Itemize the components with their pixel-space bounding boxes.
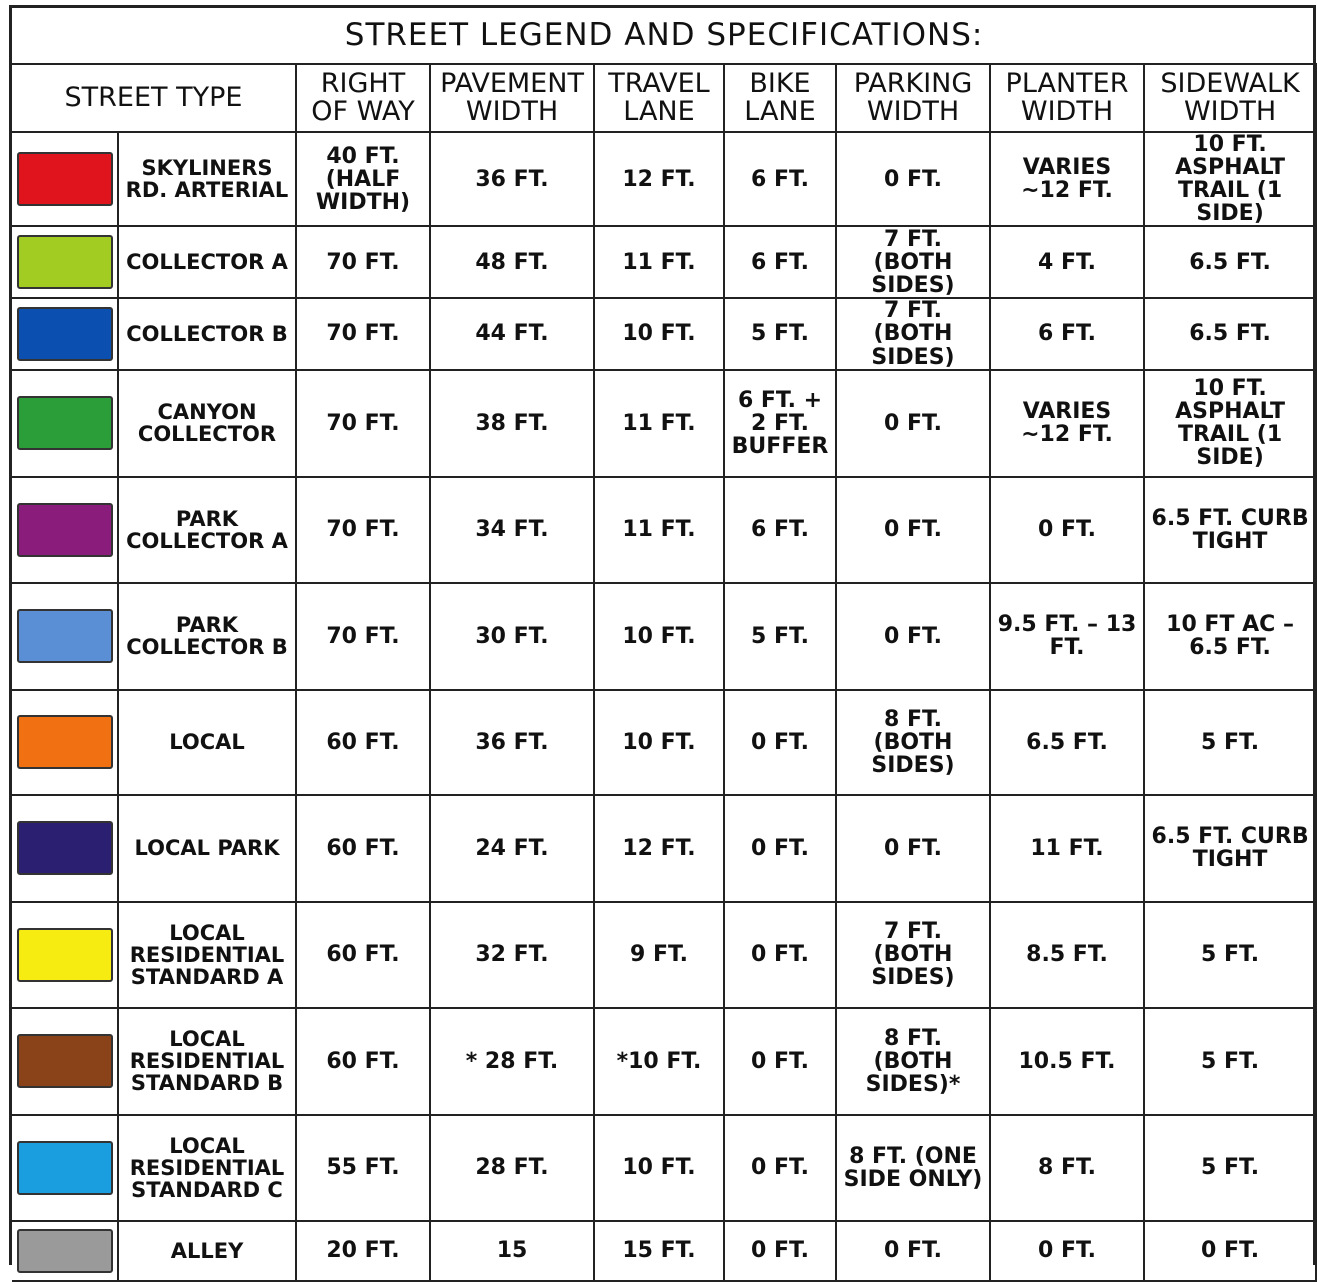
right-of-way-cell: 70 FT. — [296, 298, 430, 369]
bike-lane-cell: 0 FT. — [724, 690, 836, 795]
color-swatch-cell — [12, 226, 118, 298]
planter-width-cell: 6.5 FT. — [990, 690, 1144, 795]
travel-lane-cell: 10 FT. — [594, 690, 724, 795]
pavement-width-cell: 36 FT. — [430, 132, 594, 226]
header-right-of-way: RIGHT OF WAY — [296, 64, 430, 132]
color-swatch — [17, 715, 113, 769]
parking-width-cell: 0 FT. — [836, 477, 990, 583]
table-row — [12, 583, 1316, 690]
parking-width-cell: 0 FT. — [836, 370, 990, 477]
color-swatch — [17, 396, 113, 450]
sidewalk-width-cell: 5 FT. — [1144, 1008, 1316, 1115]
table-row — [12, 902, 1316, 1008]
parking-width-cell: 7 FT. (BOTH SIDES) — [836, 902, 990, 1008]
street-type-cell: SKYLINERS RD. ARTERIAL — [118, 132, 296, 226]
pavement-width-cell: 15 — [430, 1221, 594, 1281]
street-type-cell: LOCAL — [118, 690, 296, 795]
right-of-way-cell: 20 FT. — [296, 1221, 430, 1281]
street-type-cell: LOCAL RESIDENTIAL STANDARD A — [118, 902, 296, 1008]
street-type-cell: LOCAL RESIDENTIAL STANDARD B — [118, 1008, 296, 1115]
sidewalk-width-cell: 6.5 FT. CURB TIGHT — [1144, 477, 1316, 583]
planter-width-cell: 8 FT. — [990, 1115, 1144, 1221]
travel-lane-cell: 11 FT. — [594, 370, 724, 477]
bike-lane-cell: 0 FT. — [724, 902, 836, 1008]
sidewalk-width-cell: 10 FT. ASPHALT TRAIL (1 SIDE) — [1144, 370, 1316, 477]
street-type-cell: LOCAL PARK — [118, 795, 296, 902]
table-row — [12, 370, 1316, 477]
color-swatch — [17, 152, 113, 206]
color-swatch — [17, 609, 113, 663]
sidewalk-width-cell: 6.5 FT. — [1144, 298, 1316, 369]
right-of-way-cell: 70 FT. — [296, 583, 430, 690]
color-swatch-cell — [12, 1221, 118, 1281]
table-row — [12, 132, 1316, 226]
planter-width-cell: 11 FT. — [990, 795, 1144, 902]
pavement-width-cell: 34 FT. — [430, 477, 594, 583]
table-row — [12, 795, 1316, 902]
bike-lane-cell: 5 FT. — [724, 298, 836, 369]
bike-lane-cell: 0 FT. — [724, 1008, 836, 1115]
street-type-cell: LOCAL RESIDENTIAL STANDARD C — [118, 1115, 296, 1221]
travel-lane-cell: 9 FT. — [594, 902, 724, 1008]
pavement-width-cell: * 28 FT. — [430, 1008, 594, 1115]
color-swatch — [17, 928, 113, 982]
travel-lane-cell: 12 FT. — [594, 132, 724, 226]
color-swatch-cell — [12, 902, 118, 1008]
street-legend-sheet — [9, 5, 1316, 1265]
sidewalk-width-cell: 5 FT. — [1144, 690, 1316, 795]
travel-lane-cell: 15 FT. — [594, 1221, 724, 1281]
color-swatch-cell — [12, 370, 118, 477]
planter-width-cell: 0 FT. — [990, 477, 1144, 583]
planter-width-cell: 6 FT. — [990, 298, 1144, 369]
color-swatch — [17, 821, 113, 875]
bike-lane-cell: 6 FT. — [724, 226, 836, 298]
planter-width-cell: 8.5 FT. — [990, 902, 1144, 1008]
right-of-way-cell: 70 FT. — [296, 477, 430, 583]
pavement-width-cell: 32 FT. — [430, 902, 594, 1008]
parking-width-cell: 0 FT. — [836, 583, 990, 690]
street-type-cell: COLLECTOR A — [118, 226, 296, 298]
bike-lane-cell: 6 FT. + 2 FT. BUFFER — [724, 370, 836, 477]
travel-lane-cell: 11 FT. — [594, 226, 724, 298]
parking-width-cell: 8 FT. (BOTH SIDES)* — [836, 1008, 990, 1115]
parking-width-cell: 8 FT. (ONE SIDE ONLY) — [836, 1115, 990, 1221]
right-of-way-cell: 60 FT. — [296, 795, 430, 902]
sidewalk-width-cell: 5 FT. — [1144, 902, 1316, 1008]
header-pavement-width: PAVEMENT WIDTH — [430, 64, 594, 132]
pavement-width-cell: 24 FT. — [430, 795, 594, 902]
street-type-cell: COLLECTOR B — [118, 298, 296, 369]
travel-lane-cell: *10 FT. — [594, 1008, 724, 1115]
planter-width-cell: 10.5 FT. — [990, 1008, 1144, 1115]
color-swatch-cell — [12, 1115, 118, 1221]
sidewalk-width-cell: 10 FT. ASPHALT TRAIL (1 SIDE) — [1144, 132, 1316, 226]
sidewalk-width-cell: 10 FT AC – 6.5 FT. — [1144, 583, 1316, 690]
header-sidewalk-width: SIDEWALK WIDTH — [1144, 64, 1316, 132]
color-swatch — [17, 307, 113, 361]
table-body — [12, 132, 1316, 1281]
pavement-width-cell: 36 FT. — [430, 690, 594, 795]
bike-lane-cell: 0 FT. — [724, 1115, 836, 1221]
table-row — [12, 1115, 1316, 1221]
bike-lane-cell: 0 FT. — [724, 795, 836, 902]
parking-width-cell: 0 FT. — [836, 132, 990, 226]
color-swatch-cell — [12, 298, 118, 369]
table-row — [12, 690, 1316, 795]
header-bike-lane: BIKE LANE — [724, 64, 836, 132]
parking-width-cell: 7 FT. (BOTH SIDES) — [836, 226, 990, 298]
table-title: STREET LEGEND AND SPECIFICATIONS: — [12, 8, 1316, 64]
right-of-way-cell: 60 FT. — [296, 690, 430, 795]
street-type-cell: ALLEY — [118, 1221, 296, 1281]
parking-width-cell: 0 FT. — [836, 1221, 990, 1281]
sidewalk-width-cell: 6.5 FT. CURB TIGHT — [1144, 795, 1316, 902]
color-swatch — [17, 1141, 113, 1195]
color-swatch-cell — [12, 1008, 118, 1115]
bike-lane-cell: 0 FT. — [724, 1221, 836, 1281]
color-swatch — [17, 1229, 113, 1273]
pavement-width-cell: 48 FT. — [430, 226, 594, 298]
planter-width-cell: VARIES ~12 FT. — [990, 370, 1144, 477]
header-street-type: STREET TYPE — [12, 64, 296, 132]
planter-width-cell: VARIES ~12 FT. — [990, 132, 1144, 226]
header-planter-width: PLANTER WIDTH — [990, 64, 1144, 132]
travel-lane-cell: 10 FT. — [594, 583, 724, 690]
parking-width-cell: 7 FT. (BOTH SIDES) — [836, 298, 990, 369]
street-type-cell: CANYON COLLECTOR — [118, 370, 296, 477]
bike-lane-cell: 5 FT. — [724, 583, 836, 690]
color-swatch-cell — [12, 690, 118, 795]
sidewalk-width-cell: 0 FT. — [1144, 1221, 1316, 1281]
table-row — [12, 298, 1316, 369]
parking-width-cell: 0 FT. — [836, 795, 990, 902]
color-swatch-cell — [12, 795, 118, 902]
travel-lane-cell: 10 FT. — [594, 298, 724, 369]
planter-width-cell: 0 FT. — [990, 1221, 1144, 1281]
planter-width-cell: 9.5 FT. – 13 FT. — [990, 583, 1144, 690]
table-row — [12, 226, 1316, 298]
right-of-way-cell: 55 FT. — [296, 1115, 430, 1221]
travel-lane-cell: 11 FT. — [594, 477, 724, 583]
pavement-width-cell: 38 FT. — [430, 370, 594, 477]
color-swatch — [17, 235, 113, 289]
travel-lane-cell: 10 FT. — [594, 1115, 724, 1221]
table-row — [12, 1221, 1316, 1281]
planter-width-cell: 4 FT. — [990, 226, 1144, 298]
color-swatch — [17, 503, 113, 557]
header-parking-width: PARKING WIDTH — [836, 64, 990, 132]
color-swatch-cell — [12, 477, 118, 583]
right-of-way-cell: 70 FT. — [296, 226, 430, 298]
right-of-way-cell: 70 FT. — [296, 370, 430, 477]
pavement-width-cell: 44 FT. — [430, 298, 594, 369]
right-of-way-cell: 40 FT. (HALF WIDTH) — [296, 132, 430, 226]
right-of-way-cell: 60 FT. — [296, 902, 430, 1008]
bike-lane-cell: 6 FT. — [724, 132, 836, 226]
header-travel-lane: TRAVEL LANE — [594, 64, 724, 132]
color-swatch-cell — [12, 583, 118, 690]
sidewalk-width-cell: 5 FT. — [1144, 1115, 1316, 1221]
right-of-way-cell: 60 FT. — [296, 1008, 430, 1115]
table-row — [12, 1008, 1316, 1115]
bike-lane-cell: 6 FT. — [724, 477, 836, 583]
parking-width-cell: 8 FT. (BOTH SIDES) — [836, 690, 990, 795]
street-type-cell: PARK COLLECTOR A — [118, 477, 296, 583]
color-swatch — [17, 1034, 113, 1088]
pavement-width-cell: 28 FT. — [430, 1115, 594, 1221]
street-spec-table — [12, 8, 1317, 1282]
street-type-cell: PARK COLLECTOR B — [118, 583, 296, 690]
pavement-width-cell: 30 FT. — [430, 583, 594, 690]
color-swatch-cell — [12, 132, 118, 226]
table-row — [12, 477, 1316, 583]
travel-lane-cell: 12 FT. — [594, 795, 724, 902]
sidewalk-width-cell: 6.5 FT. — [1144, 226, 1316, 298]
